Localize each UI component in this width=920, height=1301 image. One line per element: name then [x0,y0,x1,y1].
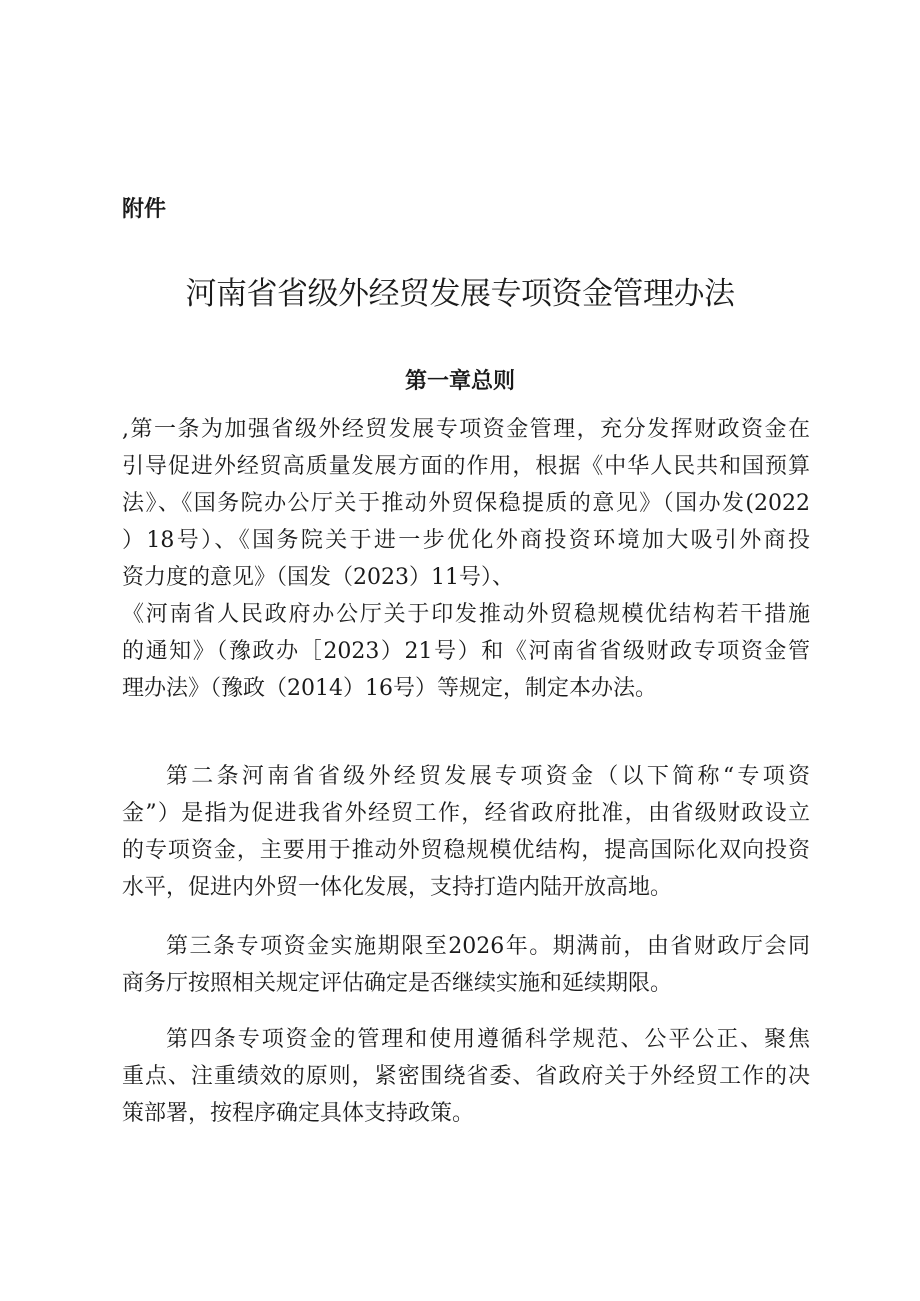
article-line: 资力度的意见》（国发（2023）11号）、 [122,565,514,590]
article-line: ）18号）、《国务院关于进一步优化外商投资环境加大吸引外商投 [122,528,810,553]
article-line: 理办法》（豫政（2014）16号）等规定，制定本办法。 [122,676,657,701]
article-3 [122,928,810,1002]
attachment-label: 附件 [122,197,167,222]
article-line: 法》、《国务院办公厅关于推动外贸保稳提质的意见》（国办发(2022 [122,491,810,516]
chapter-heading: 第一章总则 [404,369,515,394]
article-line: 策部署，按程序确定具体支持政策。 [122,1101,475,1126]
article-line: 的专项资金，主要用于推动外贸稳规模优结构，提高国际化双向投资 [122,838,810,863]
article-2 [122,758,810,906]
article-line: 《河南省人民政府办公厅关于印发推动外贸稳规模优结构若干措施 [122,602,810,627]
article-line: 第二条河南省省级外经贸发展专项资金（以下简称“专项资 [166,764,810,789]
article-line: 金”）是指为促进我省外经贸工作，经省政府批准，由省级财政设立 [122,801,810,826]
article-line: 第四条专项资金的管理和使用遵循科学规范、公平公正、聚焦 [166,1027,810,1052]
article-line: 第三条专项资金实施期限至2026年。期满前，由省财政厅会同 [166,934,810,959]
article-line: 重点、注重绩效的原则，紧密围绕省委、省政府关于外经贸工作的决 [122,1064,810,1089]
document-title: 河南省省级外经贸发展专项资金管理办法 [185,276,735,312]
article-line: 商务厅按照相关规定评估确定是否继续实施和延续期限。 [122,971,673,996]
article-line: 的通知》（豫政办［2023）21号）和《河南省省级财政专项资金管 [122,639,810,664]
article-line: ,第一条为加强省级外经贸发展专项资金管理，充分发挥财政资金在 [122,417,810,442]
article-line: 引导促进外经贸高质量发展方面的作用，根据《中华人民共和国预算 [122,454,810,479]
article-line: 水平，促进内外贸一体化发展，支持打造内陆开放高地。 [122,875,673,900]
article-1 [122,411,810,707]
article-4 [122,1021,810,1132]
